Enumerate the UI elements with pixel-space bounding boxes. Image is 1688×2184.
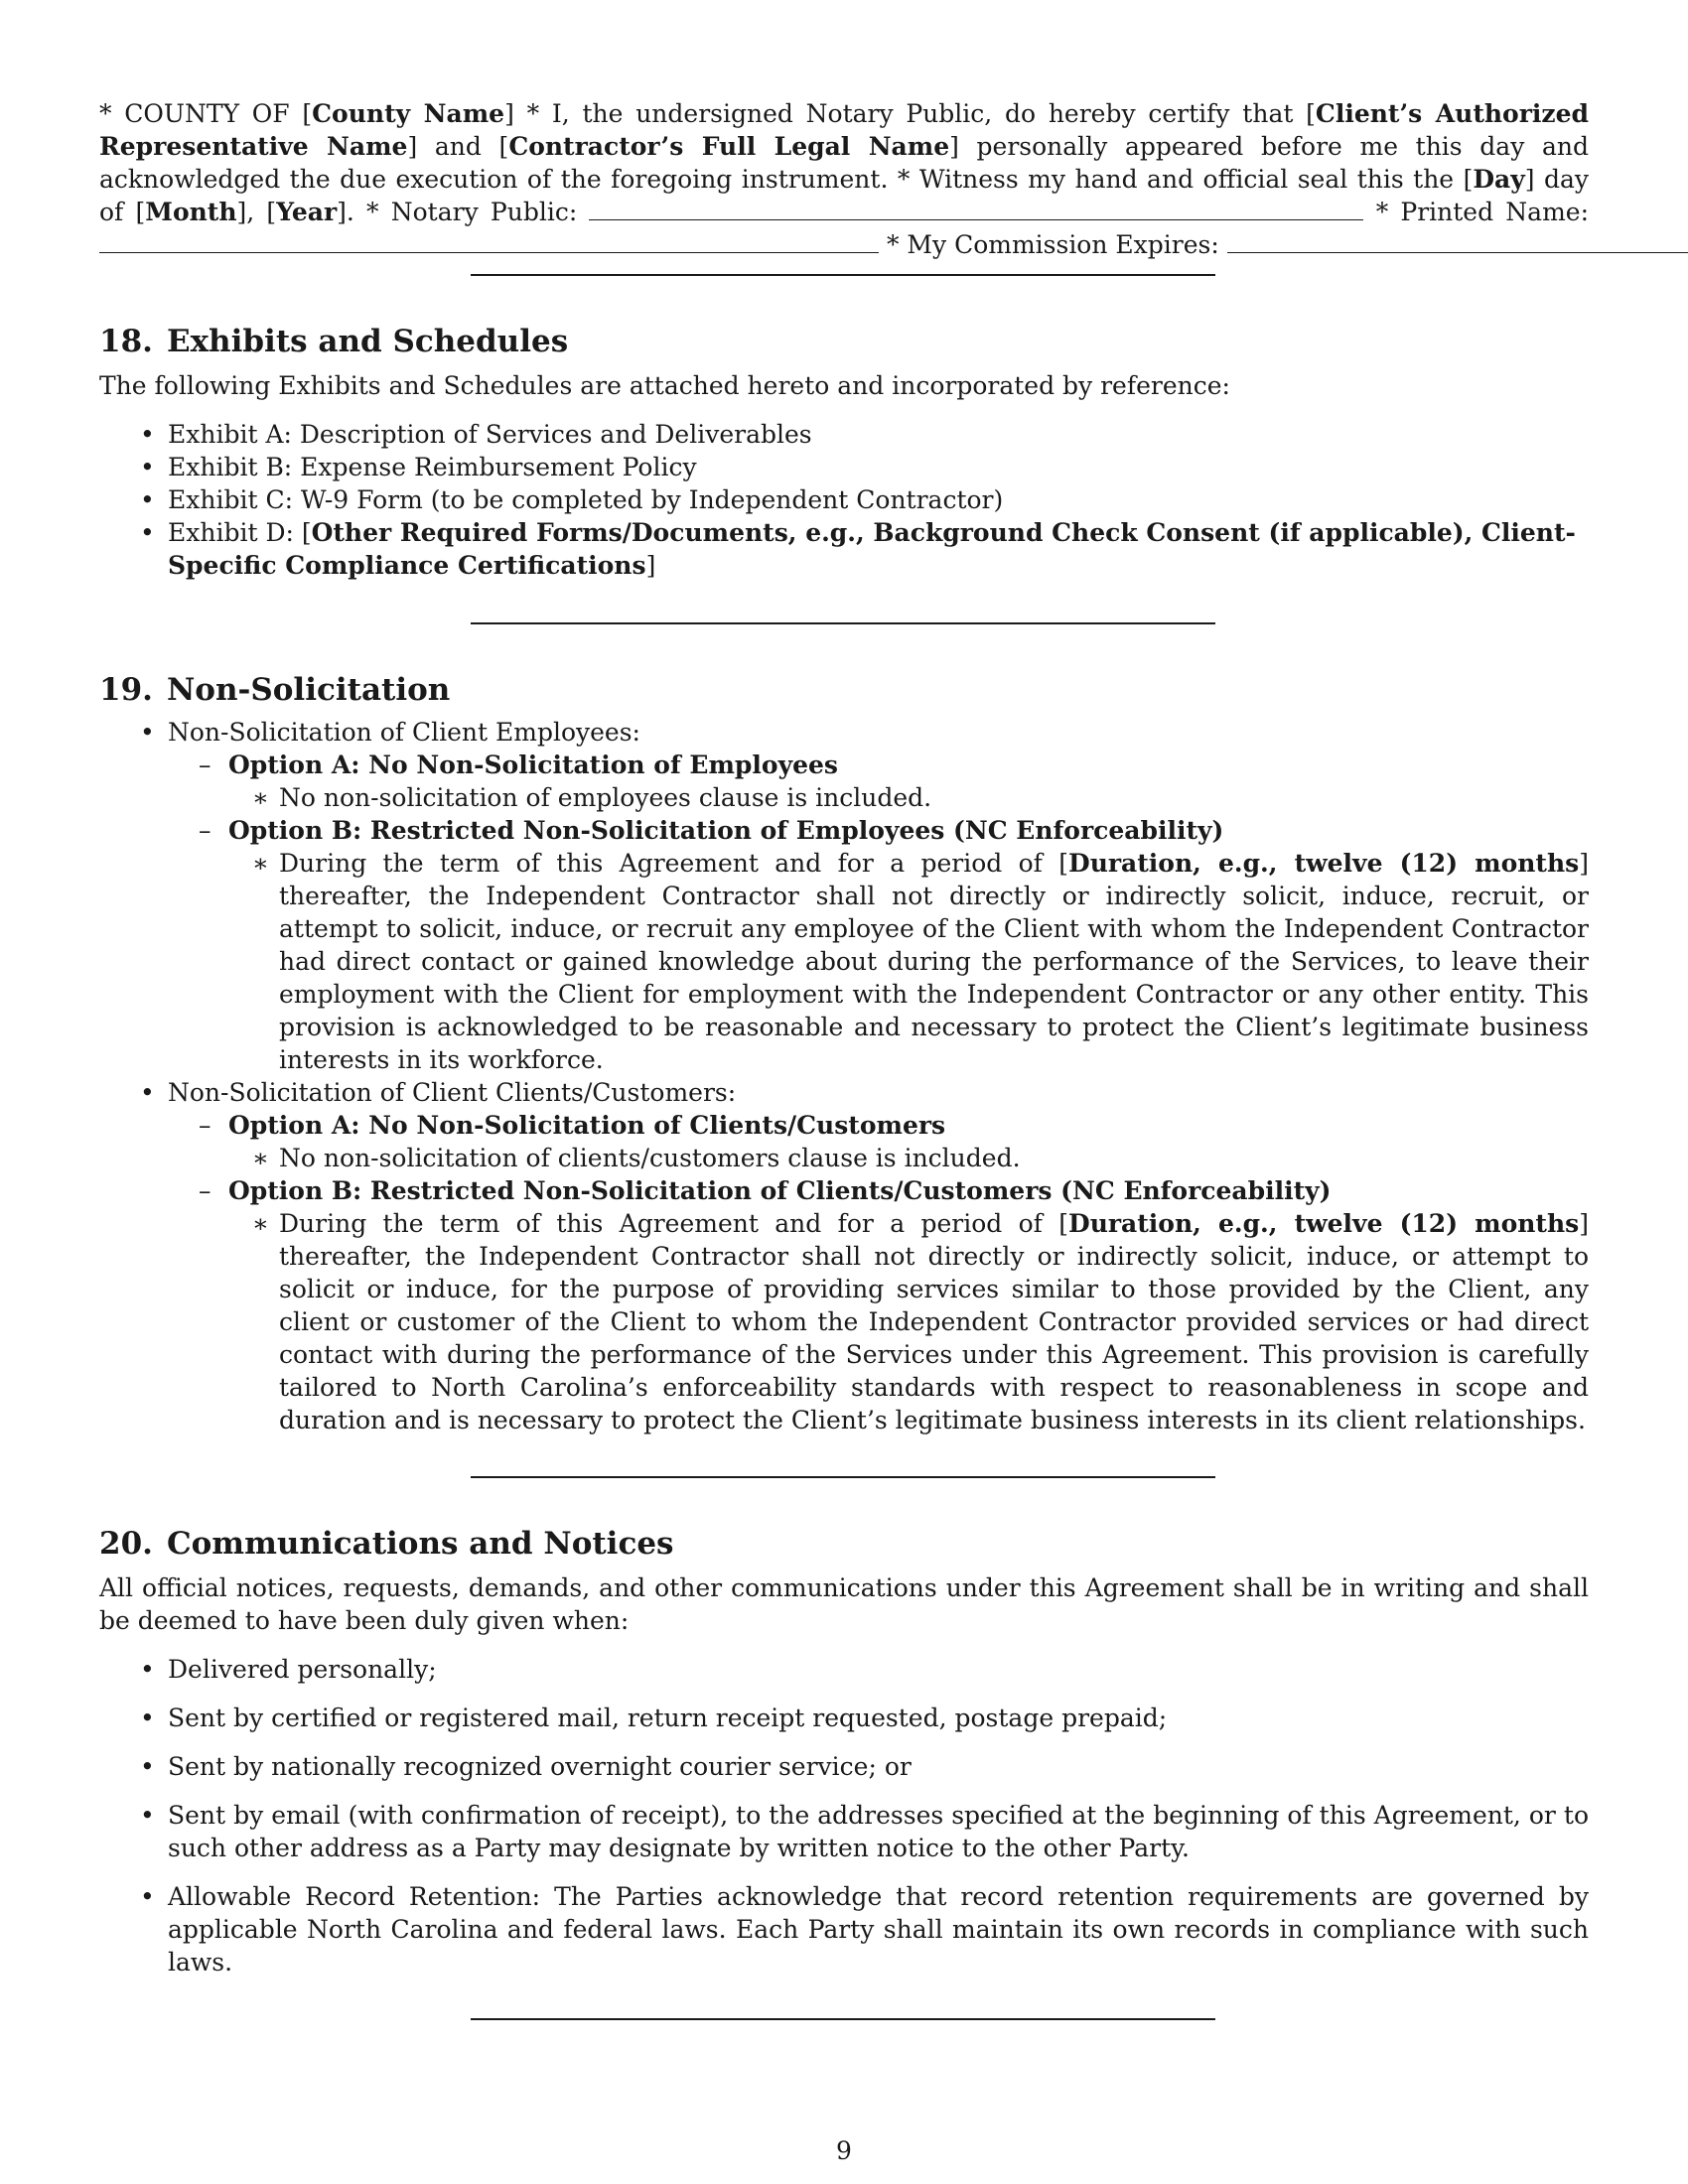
list-item: • Exhibit A: Description of Services and Deliverables: [168, 418, 1589, 451]
non-solicitation-list: [99, 716, 1589, 1436]
contractor-name-placeholder: Contractor’s Full Legal Name: [508, 132, 950, 161]
list-item: • Sent by email (with confirmation of receipt), to the addresses specified at the beginning of this Agreement, or to such other address as a Party may designate by written notice to the other Party.: [168, 1799, 1589, 1864]
notary-commission-line: * My Commission Expires:: [99, 228, 1589, 261]
duration-placeholder: Duration, e.g., twelve (12) months: [1068, 849, 1580, 878]
exhibit-list: [99, 418, 1589, 582]
section-divider: [471, 622, 1215, 624]
list-item: ∗ During the term of this Agreement and for a period of [Duration, e.g., twelve (12) months] thereafter, the Independent Contractor shall not directly or indirectly solicit, induce, or attempt to solicit or induce, for the purpose of providing services similar to those provided by the Client, any client or customer of the Client to whom the Independent Contractor provided services or had direct contact with during the performance of the Services under this Agreement. This provision is carefully tailored to North Carolina’s enforceability standards with respect to reasonableness in scope and duration and is necessary to protect the Client’s legitimate business interests in its client relationships.: [279, 1207, 1589, 1436]
notary-acknowledgment: [99, 97, 1589, 261]
employee-options: [168, 749, 1589, 1076]
list-item: – Option A: No Non-Solicitation of Clients/Customers ∗ No non-solicitation of clients/customers clause is included.: [228, 1109, 1589, 1174]
list-item: • Non-Solicitation of Client Employees: – Option A: No Non-Solicitation of Employees ∗ No non-solicitation of employees clause is included. – Option B: Restricted Non-Solicitation of Employees (NC Enforceability) ∗ During the term of this Agreement and for a period of [Duration, e.g., twelve (12) months] thereafter, the Independent Contractor shall not directly or indirectly solicit, induce, recruit, or attempt to solicit, induce, or recruit any employee of the Client with whom the Independent Contractor had direct contact or gained knowledge about during the performance of the Services, to leave their employment with the Client for employment with the Independent Contractor or any other entity. This provision is acknowledged to be reasonable and necessary to protect the Client’s legitimate business interests in its workforce.: [168, 716, 1589, 1076]
list-item: ∗ During the term of this Agreement and for a period of [Duration, e.g., twelve (12) months] thereafter, the Independent Contractor shall not directly or indirectly solicit, induce, recruit, or attempt to solicit, induce, or recruit any employee of the Client with whom the Independent Contractor had direct contact or gained knowledge about during the performance of the Services, to leave their employment with the Client for employment with the Independent Contractor or any other entity. This provision is acknowledged to be reasonable and necessary to protect the Client’s legitimate business interests in its workforce.: [279, 847, 1589, 1076]
section-18-heading: 18. Exhibits and Schedules: [99, 324, 569, 359]
exhibit-d-placeholder: Other Required Forms/Documents, e.g., Background Check Consent (if applicable), Client-Specific Compliance Certifications: [168, 518, 1576, 580]
page-number: 9: [836, 2136, 852, 2165]
notary-text: * COUNTY OF [County Name] * I, the undersigned Notary Public, do hereby certify that [Client’s Authorized Representative Name] and [Contractor’s Full Legal Name] personally appeared before me this day and acknowledged the due execution of the foregoing instrument. * Witness my hand and official seal this the [Day] day of [Month], [Year]. * Notary Public: * Printed Name:: [99, 99, 1590, 226]
year-placeholder: Year: [276, 198, 338, 226]
list-item: • Non-Solicitation of Client Clients/Customers: – Option A: No Non-Solicitation of Clients/Customers ∗ No non-solicitation of clients/customers clause is included. – Option B: Restricted Non-Solicitation of Clients/Customers (NC Enforceability) ∗ During the term of this Agreement and for a period of [Duration, e.g., twelve (12) months] thereafter, the Independent Contractor shall not directly or indirectly solicit, induce, or attempt to solicit or induce, for the purpose of providing services similar to those provided by the Client, any client or customer of the Client to whom the Independent Contractor provided services or had direct contact with during the performance of the Services under this Agreement. This provision is carefully tailored to North Carolina’s enforceability standards with respect to reasonableness in scope and duration and is necessary to protect the Client’s legitimate business interests in its client relationships.: [168, 1076, 1589, 1436]
list-item: – Option B: Restricted Non-Solicitation of Clients/Customers (NC Enforceability) ∗ During the term of this Agreement and for a period of [Duration, e.g., twelve (12) months] thereafter, the Independent Contractor shall not directly or indirectly solicit, induce, or attempt to solicit or induce, for the purpose of providing services similar to those provided by the Client, any client or customer of the Client to whom the Independent Contractor provided services or had direct contact with during the performance of the Services under this Agreement. This provision is carefully tailored to North Carolina’s enforceability standards with respect to reasonableness in scope and duration and is necessary to protect the Client’s legitimate business interests in its client relationships.: [228, 1174, 1589, 1436]
notary-signature-line: [589, 200, 1363, 220]
list-item: ∗ No non-solicitation of employees clause is included.: [279, 781, 1589, 814]
county-name-placeholder: County Name: [312, 99, 505, 128]
list-item: – Option A: No Non-Solicitation of Employees ∗ No non-solicitation of employees clause is included.: [228, 749, 1589, 814]
list-item: • Exhibit B: Expense Reimbursement Policy: [168, 451, 1589, 483]
duration-placeholder: Duration, e.g., twelve (12) months: [1068, 1209, 1580, 1238]
printed-name-line: [99, 232, 879, 253]
list-item: • Exhibit D: [Other Required Forms/Documents, e.g., Background Check Consent (if applicable), Client-Specific Compliance Certifications]: [168, 516, 1589, 582]
client-rep-placeholder: Client’s Authorized Representative Name: [99, 99, 1589, 161]
list-item: • Exhibit C: W-9 Form (to be completed by Independent Contractor): [168, 483, 1589, 516]
list-item: – Option B: Restricted Non-Solicitation of Employees (NC Enforceability) ∗ During the term of this Agreement and for a period of [Duration, e.g., twelve (12) months] thereafter, the Independent Contractor shall not directly or indirectly solicit, induce, recruit, or attempt to solicit, induce, or recruit any employee of the Client with whom the Independent Contractor had direct contact or gained knowledge about during the performance of the Services, to leave their employment with the Client for employment with the Independent Contractor or any other entity. This provision is acknowledged to be reasonable and necessary to protect the Client’s legitimate business interests in its workforce.: [228, 814, 1589, 1076]
list-item: • Delivered personally;: [168, 1653, 1589, 1686]
list-item: • Allowable Record Retention: The Parties acknowledge that record retention requirements are governed by applicable North Carolina and federal laws. Each Party shall maintain its own records in compliance with such laws.: [168, 1880, 1589, 1979]
section-18-intro: The following Exhibits and Schedules are attached hereto and incorporated by reference:: [99, 371, 1230, 400]
section-divider: [471, 274, 1215, 276]
document-page: [99, 97, 1589, 2020]
commission-expiry-line: [1227, 232, 1688, 253]
list-item: • Sent by nationally recognized overnight courier service; or: [168, 1750, 1589, 1783]
section-19-heading: 19. Non-Solicitation: [99, 672, 451, 708]
section-20-heading: 20. Communications and Notices: [99, 1526, 674, 1562]
client-options: [168, 1109, 1589, 1436]
notice-methods-list: [99, 1653, 1589, 1979]
section-20-intro: All official notices, requests, demands, and other communications under this Agreement shall be in writing and shall be deemed to have been duly given when:: [99, 1573, 1589, 1635]
section-divider: [471, 1476, 1215, 1478]
list-item: • Sent by certified or registered mail, return receipt requested, postage prepaid;: [168, 1702, 1589, 1734]
day-placeholder: Day: [1473, 165, 1525, 194]
section-divider: [471, 2018, 1215, 2020]
list-item: ∗ No non-solicitation of clients/customers clause is included.: [279, 1142, 1589, 1174]
month-placeholder: Month: [145, 198, 237, 226]
